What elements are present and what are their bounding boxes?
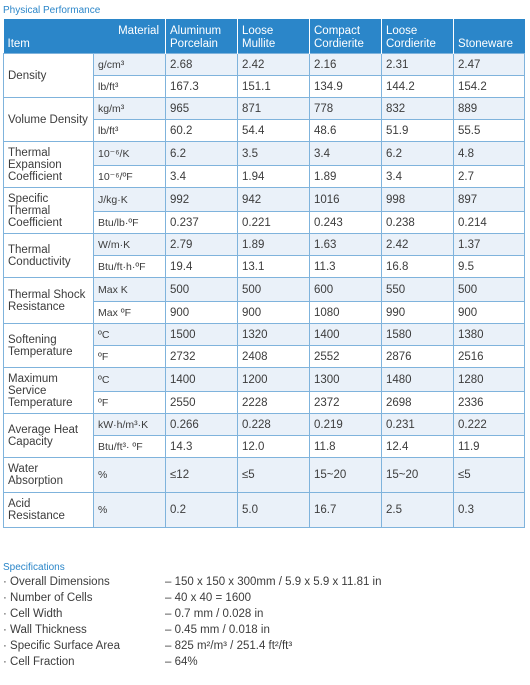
value-cell: 965 — [166, 98, 238, 120]
value-cell: 992 — [166, 188, 238, 212]
spec-item — [3, 606, 382, 622]
unit-cell: lb/ft³ — [94, 120, 166, 142]
value-cell: 2516 — [454, 346, 525, 368]
value-cell: 1580 — [382, 324, 454, 346]
value-cell: 6.2 — [382, 142, 454, 166]
value-cell: 2.7 — [454, 166, 525, 188]
value-cell: 0.231 — [382, 414, 454, 436]
unit-cell: ºC — [94, 324, 166, 346]
value-cell: 54.4 — [238, 120, 310, 142]
value-cell: 778 — [310, 98, 382, 120]
specifications-title: Specifications — [3, 562, 65, 573]
property-cell: Acid Resistance — [4, 493, 94, 528]
value-cell: 14.3 — [166, 436, 238, 458]
value-cell: 13.1 — [238, 256, 310, 278]
value-cell: 2336 — [454, 392, 525, 414]
value-cell: 0.219 — [310, 414, 382, 436]
value-cell: 942 — [238, 188, 310, 212]
property-cell: Thermal Shock Resistance — [4, 278, 94, 324]
value-cell: 871 — [238, 98, 310, 120]
table-row — [4, 54, 525, 76]
table-row — [4, 188, 525, 212]
header-item-label: Item — [7, 38, 30, 50]
spec-value: – 64% — [165, 656, 198, 668]
value-cell: 998 — [382, 188, 454, 212]
value-cell: 550 — [382, 278, 454, 302]
value-cell: 11.3 — [310, 256, 382, 278]
value-cell: 60.2 — [166, 120, 238, 142]
header-loose-cordierite: Loose Cordierite — [382, 19, 454, 54]
unit-cell: % — [94, 493, 166, 528]
spec-item — [3, 590, 382, 606]
table-row — [4, 493, 525, 528]
value-cell: 2372 — [310, 392, 382, 414]
value-cell: 1.89 — [238, 234, 310, 256]
value-cell: 500 — [238, 278, 310, 302]
unit-cell: Btu/lb·ºF — [94, 212, 166, 234]
property-cell: Volume Density — [4, 98, 94, 142]
value-cell: 0.243 — [310, 212, 382, 234]
unit-cell: W/m·K — [94, 234, 166, 256]
spec-value: – 0.45 mm / 0.018 in — [165, 624, 270, 636]
value-cell: 2.47 — [454, 54, 525, 76]
table-row — [4, 278, 525, 302]
table-row — [4, 98, 525, 120]
property-cell: Water Absorption — [4, 458, 94, 493]
value-cell: 0.228 — [238, 414, 310, 436]
value-cell: 2.5 — [382, 493, 454, 528]
header-loose-mullite: Loose Mullite — [238, 19, 310, 54]
value-cell: 0.237 — [166, 212, 238, 234]
value-cell: 2698 — [382, 392, 454, 414]
value-cell: 12.4 — [382, 436, 454, 458]
header-aluminum-porcelain: Aluminum Porcelain — [166, 19, 238, 54]
unit-cell: % — [94, 458, 166, 493]
spec-item — [3, 622, 382, 638]
value-cell: 3.4 — [310, 142, 382, 166]
unit-cell: ºF — [94, 346, 166, 368]
spec-value: – 0.7 mm / 0.028 in — [165, 608, 264, 620]
value-cell: 1400 — [166, 368, 238, 392]
table-row — [4, 368, 525, 392]
value-cell: 0.266 — [166, 414, 238, 436]
value-cell: 3.5 — [238, 142, 310, 166]
unit-cell: Max K — [94, 278, 166, 302]
value-cell: 3.4 — [382, 166, 454, 188]
value-cell: 12.0 — [238, 436, 310, 458]
physical-performance-table — [3, 19, 525, 528]
value-cell: 500 — [166, 278, 238, 302]
unit-cell: ºF — [94, 392, 166, 414]
value-cell: ≤12 — [166, 458, 238, 493]
header-material-item — [4, 19, 166, 54]
value-cell: 51.9 — [382, 120, 454, 142]
value-cell: 1280 — [454, 368, 525, 392]
value-cell: 1.37 — [454, 234, 525, 256]
value-cell: 2228 — [238, 392, 310, 414]
table-row — [4, 324, 525, 346]
spec-item — [3, 574, 382, 590]
spec-item — [3, 638, 382, 654]
value-cell: 154.2 — [454, 76, 525, 98]
unit-cell: J/kg·K — [94, 188, 166, 212]
value-cell: 2.42 — [238, 54, 310, 76]
value-cell: 1.94 — [238, 166, 310, 188]
value-cell: 1016 — [310, 188, 382, 212]
header-stoneware: Stoneware — [454, 19, 525, 54]
table-row — [4, 458, 525, 493]
table-row — [4, 414, 525, 436]
value-cell: 2876 — [382, 346, 454, 368]
unit-cell: g/cm³ — [94, 54, 166, 76]
value-cell: 897 — [454, 188, 525, 212]
value-cell: 990 — [382, 302, 454, 324]
value-cell: 0.222 — [454, 414, 525, 436]
value-cell: 2.68 — [166, 54, 238, 76]
property-cell: Thermal Conductivity — [4, 234, 94, 278]
physical-performance-title: Physical Performance — [3, 5, 101, 16]
value-cell: 1.63 — [310, 234, 382, 256]
unit-cell: Btu/ft·h·ºF — [94, 256, 166, 278]
value-cell: 0.3 — [454, 493, 525, 528]
value-cell: 15~20 — [382, 458, 454, 493]
unit-cell: Max ºF — [94, 302, 166, 324]
value-cell: 2.31 — [382, 54, 454, 76]
unit-cell: kW·h/m³·K — [94, 414, 166, 436]
value-cell: 0.238 — [382, 212, 454, 234]
value-cell: 11.9 — [454, 436, 525, 458]
value-cell: 1380 — [454, 324, 525, 346]
header-material-label: Material — [118, 25, 159, 37]
value-cell: 2.42 — [382, 234, 454, 256]
unit-cell: ºC — [94, 368, 166, 392]
value-cell: 2.79 — [166, 234, 238, 256]
value-cell: 900 — [238, 302, 310, 324]
value-cell: 0.221 — [238, 212, 310, 234]
value-cell: 600 — [310, 278, 382, 302]
value-cell: 2552 — [310, 346, 382, 368]
spec-value: – 825 m²/m³ / 251.4 ft²/ft³ — [165, 640, 293, 652]
value-cell: 16.8 — [382, 256, 454, 278]
spec-value: – 40 x 40 = 1600 — [165, 592, 252, 604]
property-cell: Average Heat Capacity — [4, 414, 94, 458]
value-cell: 832 — [382, 98, 454, 120]
value-cell: 1320 — [238, 324, 310, 346]
value-cell: 15~20 — [310, 458, 382, 493]
value-cell: 1080 — [310, 302, 382, 324]
value-cell: 151.1 — [238, 76, 310, 98]
value-cell: 500 — [454, 278, 525, 302]
property-cell: Softening Temperature — [4, 324, 94, 368]
value-cell: 2550 — [166, 392, 238, 414]
value-cell: 144.2 — [382, 76, 454, 98]
spec-label: · Specific Surface Area — [3, 640, 120, 652]
unit-cell: kg/m³ — [94, 98, 166, 120]
unit-cell: 10⁻⁶/ºF — [94, 166, 166, 188]
value-cell: 11.8 — [310, 436, 382, 458]
value-cell: 9.5 — [454, 256, 525, 278]
value-cell: 1200 — [238, 368, 310, 392]
unit-cell: Btu/ft³· ºF — [94, 436, 166, 458]
value-cell: 1300 — [310, 368, 382, 392]
value-cell: 2408 — [238, 346, 310, 368]
table-header-row — [4, 19, 525, 54]
value-cell: 1480 — [382, 368, 454, 392]
value-cell: 4.8 — [454, 142, 525, 166]
unit-cell: 10⁻⁶/K — [94, 142, 166, 166]
value-cell: 3.4 — [166, 166, 238, 188]
value-cell: 134.9 — [310, 76, 382, 98]
value-cell: 1.89 — [310, 166, 382, 188]
value-cell: ≤5 — [238, 458, 310, 493]
value-cell: 900 — [454, 302, 525, 324]
unit-cell: lb/ft³ — [94, 76, 166, 98]
value-cell: 5.0 — [238, 493, 310, 528]
value-cell: 1400 — [310, 324, 382, 346]
spec-label: · Overall Dimensions — [3, 576, 110, 588]
spec-item — [3, 654, 382, 670]
value-cell: 1500 — [166, 324, 238, 346]
header-compact-cordierite: Compact Cordierite — [310, 19, 382, 54]
spec-value: – 150 x 150 x 300mm / 5.9 x 5.9 x 11.81 in — [165, 576, 382, 588]
value-cell: 55.5 — [454, 120, 525, 142]
value-cell: 2732 — [166, 346, 238, 368]
value-cell: 889 — [454, 98, 525, 120]
value-cell: 0.214 — [454, 212, 525, 234]
property-cell: Specific Thermal Coefficient — [4, 188, 94, 234]
value-cell: 2.16 — [310, 54, 382, 76]
specifications-list — [3, 574, 382, 670]
value-cell: 16.7 — [310, 493, 382, 528]
value-cell: 900 — [166, 302, 238, 324]
value-cell: 19.4 — [166, 256, 238, 278]
property-cell: Thermal Expansion Coefficient — [4, 142, 94, 188]
table-row — [4, 142, 525, 166]
value-cell: 48.6 — [310, 120, 382, 142]
table-row — [4, 234, 525, 256]
spec-label: · Number of Cells — [3, 592, 93, 604]
value-cell: 167.3 — [166, 76, 238, 98]
spec-label: · Wall Thickness — [3, 624, 87, 636]
value-cell: ≤5 — [454, 458, 525, 493]
property-cell: Density — [4, 54, 94, 98]
value-cell: 6.2 — [166, 142, 238, 166]
property-cell: Maximum Service Temperature — [4, 368, 94, 414]
spec-label: · Cell Width — [3, 608, 63, 620]
value-cell: 0.2 — [166, 493, 238, 528]
spec-label: · Cell Fraction — [3, 656, 75, 668]
